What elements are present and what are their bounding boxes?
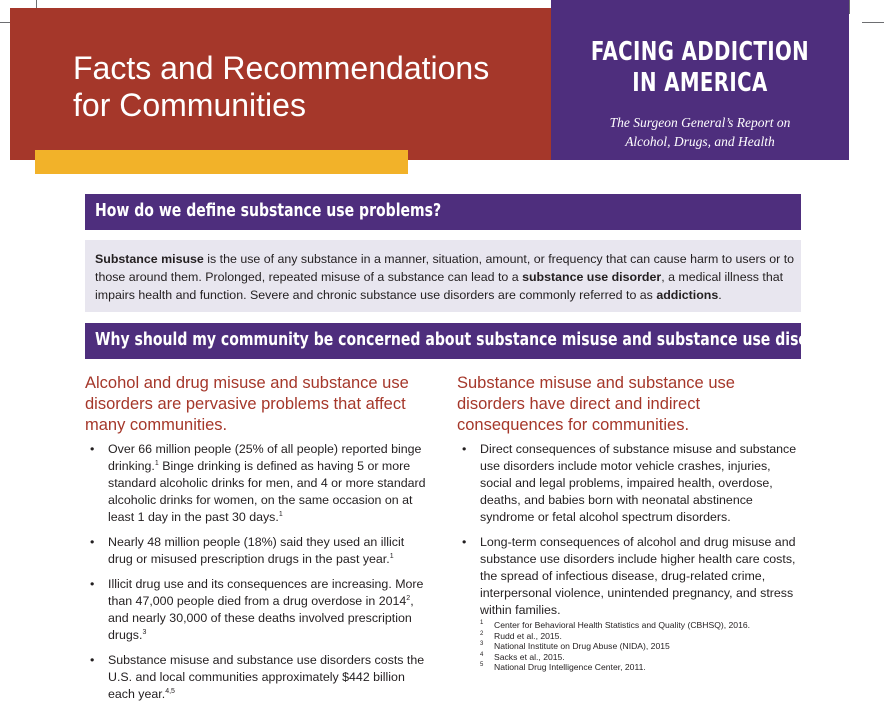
footnotes	[480, 620, 800, 673]
crop-mark-right-v	[849, 0, 850, 14]
footnote: 4 Sacks et al., 2015.	[480, 651, 565, 662]
brand-subtitle-line2: Alcohol, Drugs, and Health	[625, 134, 775, 149]
right-bullet-list	[457, 441, 802, 627]
left-column-heading: Alcohol and drug misuse and substance use disorders are pervasive problems that affect many communities.	[85, 374, 409, 434]
section-heading-concern-text: Why should my community be concerned about substance misuse and substance use disorders?	[95, 329, 858, 350]
footnote-ref: 2	[406, 594, 411, 602]
definition-text	[95, 250, 795, 304]
footnote-ref: 4,5	[165, 687, 175, 695]
page-title	[73, 50, 543, 124]
term-substance-misuse: Substance misuse	[95, 252, 204, 266]
list-item: • Over 66 million people (25% of all people) reported binge drinking.$^1$ Binge drinking is defined as having 5 or more standard alcoholic drinks for men, and 4 or more standard alcoholic drinks for women, on the same occasion on at least 1 day in the past 30 days.$^1$	[85, 441, 430, 526]
header-accent-bar	[35, 150, 408, 174]
left-bullet-list	[85, 441, 430, 711]
brand-panel	[551, 0, 849, 160]
footnote-ref: 1	[278, 510, 283, 518]
list-item: • Substance misuse and substance use disorders costs the U.S. and local communities approximately $442 billion each year.$^{4,5}$	[85, 652, 430, 703]
section-heading-definitions	[85, 194, 801, 230]
footnote-ref: 1	[389, 552, 394, 560]
section-heading-concern	[85, 323, 858, 359]
list-item: • Illicit drug use and its consequences are increasing. More than 47,000 people died from a drug overdose in 2014$^2$, and nearly 30,000 of these deaths involved prescription drugs.$^3$	[85, 576, 430, 644]
list-item: • Long-term consequences of alcohol and drug misuse and substance use disorders include higher health care costs, the spread of infectious disease, drug-related crime, interpersonal violence, unintended pregnancy, and stress within families.	[457, 534, 802, 619]
footnote-ref: 1	[154, 459, 159, 467]
footnote: 1 Center for Behavioral Health Statistics and Quality (CBHSQ), 2016.	[480, 620, 751, 630]
right-column-heading: Substance misuse and substance use disorders have direct and indirect consequences for communities.	[457, 374, 735, 434]
brand-subtitle	[551, 113, 849, 151]
definition-box	[85, 240, 801, 312]
list-item: • Direct consequences of substance misuse and substance use disorders include motor vehicle crashes, injuries, social and legal problems, impaired health, overdose, deaths, and babies born with neonatal abstinence syndrome or fetal alcohol spectrum disorders.	[457, 441, 802, 526]
page-title-line1: Facts and Recommendations	[73, 50, 490, 86]
crop-mark-right-h	[862, 22, 884, 23]
section-heading-definitions-text: How do we define substance use problems?	[95, 200, 442, 221]
footnote: 5 National Drug Intelligence Center, 2011.	[480, 662, 646, 672]
term-addictions: addictions	[656, 288, 719, 302]
list-item: • Nearly 48 million people (18%) said they used an illicit drug or misused prescription drugs in the past year.$^1$	[85, 534, 430, 568]
brand-title-line2: IN AMERICA	[632, 68, 768, 98]
brand-title-line1: FACING ADDICTION	[590, 37, 810, 67]
definition-text-part2: , a medical illness that impairs health and function. Severe and chronic substance use disorders are commonly referred to as	[95, 270, 784, 302]
footnote: 3 National Institute on Drug Abuse (NIDA), 2015	[480, 641, 670, 651]
definition-text-part1: is the use of any substance in a manner, situation, amount, or frequency that can cause harm to users or to those around them. Prolonged, repeated misuse of a substance can lead to a	[95, 252, 795, 284]
brand-subtitle-line1: The Surgeon General’s Report on	[609, 115, 791, 130]
definition-text-part3: .	[718, 288, 722, 302]
term-substance-use-disorder: substance use disorder	[522, 270, 662, 284]
footnote-ref: 3	[142, 628, 147, 636]
page-title-line2: for Communities	[73, 87, 306, 123]
footnote: 2 Rudd et al., 2015.	[480, 630, 562, 641]
